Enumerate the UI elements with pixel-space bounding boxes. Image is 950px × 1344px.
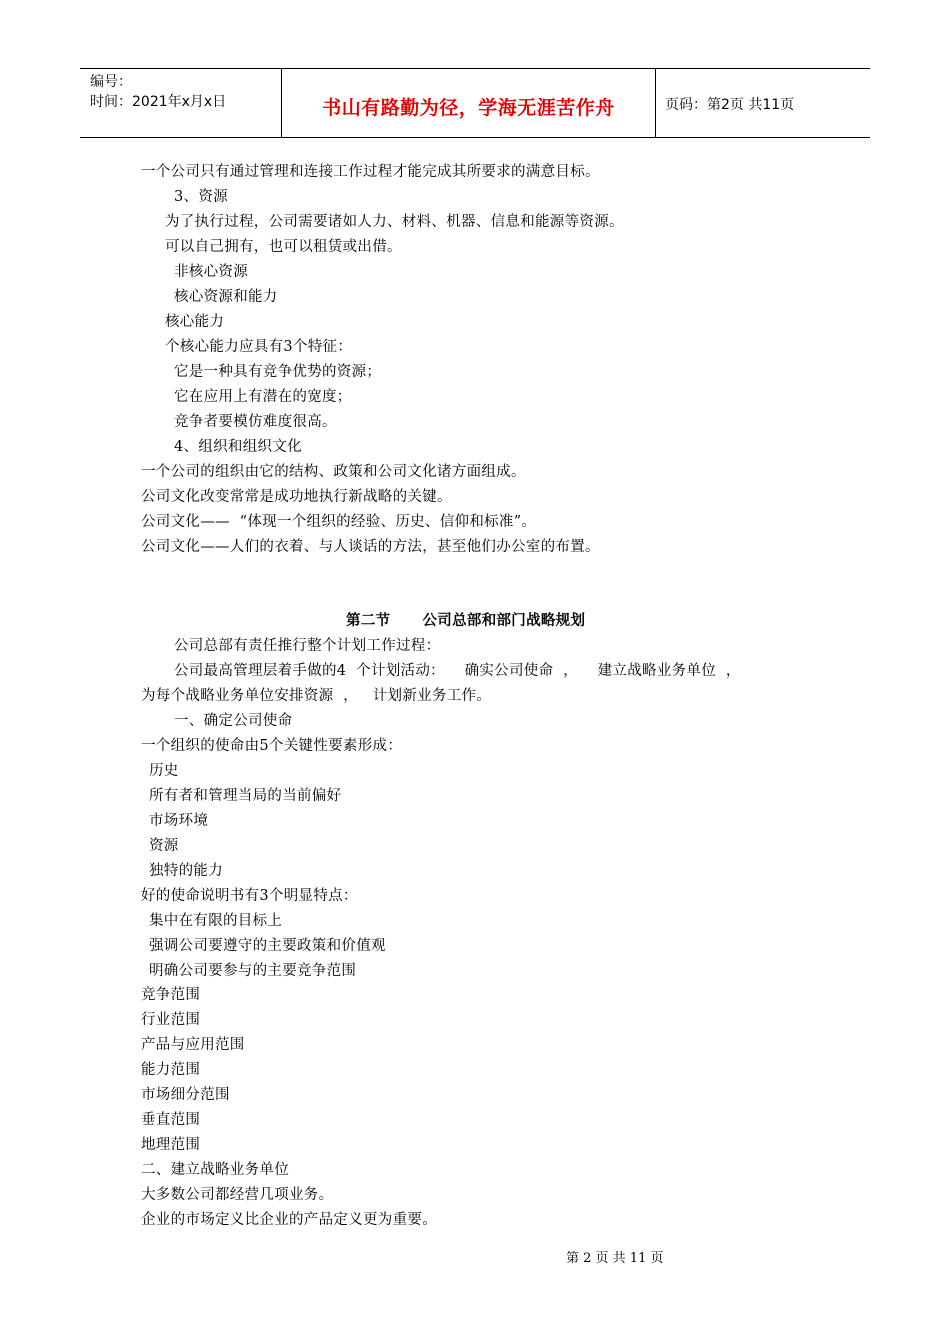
body-line: 一个公司的组织由它的结构、政策和公司文化诸方面组成。	[141, 464, 526, 480]
section-title: 第二节 公司总部和部门战略规划	[346, 612, 586, 629]
list-item: 历史	[149, 763, 179, 779]
body-line: 公司文化改变常常是成功地执行新战略的关键。	[141, 489, 452, 505]
header-page-info: 页码：第2页 共11页	[665, 97, 795, 113]
document-number-label: 编号：	[90, 74, 132, 90]
list-item: 竞争范围	[141, 987, 201, 1003]
list-item: 产品与应用范围	[141, 1037, 245, 1053]
list-item: 非核心资源	[174, 264, 248, 280]
list-item: 它是一种具有竞争优势的资源；	[174, 364, 382, 380]
section-heading-mission: 一、确定公司使命	[174, 713, 293, 729]
body-line: 核心能力	[165, 314, 225, 330]
page-header	[80, 68, 870, 138]
section-heading-organization: 4、组织和组织文化	[174, 439, 302, 455]
header-divider	[655, 69, 656, 137]
body-line: 公司文化—— “体现一个组织的经验、历史、信仰和标准”。	[141, 514, 537, 530]
list-item: 独特的能力	[149, 863, 223, 879]
body-line: 为每个战略业务单位安排资源 ， 计划新业务工作。	[141, 688, 492, 704]
list-item: 行业范围	[141, 1012, 201, 1028]
list-item: 垂直范围	[141, 1112, 201, 1128]
body-line: 大多数公司都经营几项业务。	[141, 1187, 334, 1203]
body-line: 公司最高管理层着手做的4 个计划活动： 确实公司使命 ， 建立战略业务单位 ，	[174, 663, 741, 679]
body-line: 公司总部有责任推行整个计划工作过程：	[174, 638, 441, 654]
list-item: 市场细分范围	[141, 1087, 230, 1103]
list-item: 核心资源和能力	[174, 289, 278, 305]
list-item: 明确公司要参与的主要竞争范围	[149, 963, 357, 979]
body-line: 好的使命说明书有3个明显特点：	[141, 888, 358, 904]
list-item: 资源	[149, 838, 179, 854]
list-item: 所有者和管理当局的当前偏好	[149, 788, 342, 804]
list-item: 它在应用上有潜在的宽度；	[174, 389, 352, 405]
list-item: 集中在有限的目标上	[149, 913, 283, 929]
body-line: 公司文化——人们的衣着、与人谈话的方法，甚至他们办公室的布置。	[141, 539, 600, 555]
body-line: 个核心能力应具有3个特征：	[165, 339, 353, 355]
list-item: 能力范围	[141, 1062, 201, 1078]
body-line: 为了执行过程，公司需要诸如人力、材料、机器、信息和能源等资源。	[165, 214, 624, 230]
body-line: 一个组织的使命由5个关键性要素形成：	[141, 738, 403, 754]
header-motto: 书山有路勤为径，学海无涯苦作舟	[322, 97, 615, 119]
list-item: 地理范围	[141, 1137, 201, 1153]
list-item: 强调公司要遵守的主要政策和价值观	[149, 938, 386, 954]
list-item: 竞争者要模仿难度很高。	[174, 414, 337, 430]
document-time-label: 时间：2021年x月x日	[90, 94, 227, 110]
body-line: 可以自己拥有，也可以租赁或出借。	[165, 239, 402, 255]
body-line: 一个公司只有通过管理和连接工作过程才能完成其所要求的满意目标。	[141, 164, 600, 180]
list-item: 市场环境	[149, 813, 209, 829]
body-line: 企业的市场定义比企业的产品定义更为重要。	[141, 1212, 437, 1228]
section-heading-sbu: 二、建立战略业务单位	[141, 1162, 289, 1178]
page-footer: 第 2 页 共 11 页	[566, 1251, 664, 1266]
section-heading-resources: 3、资源	[174, 189, 228, 205]
header-left-block	[90, 72, 226, 112]
